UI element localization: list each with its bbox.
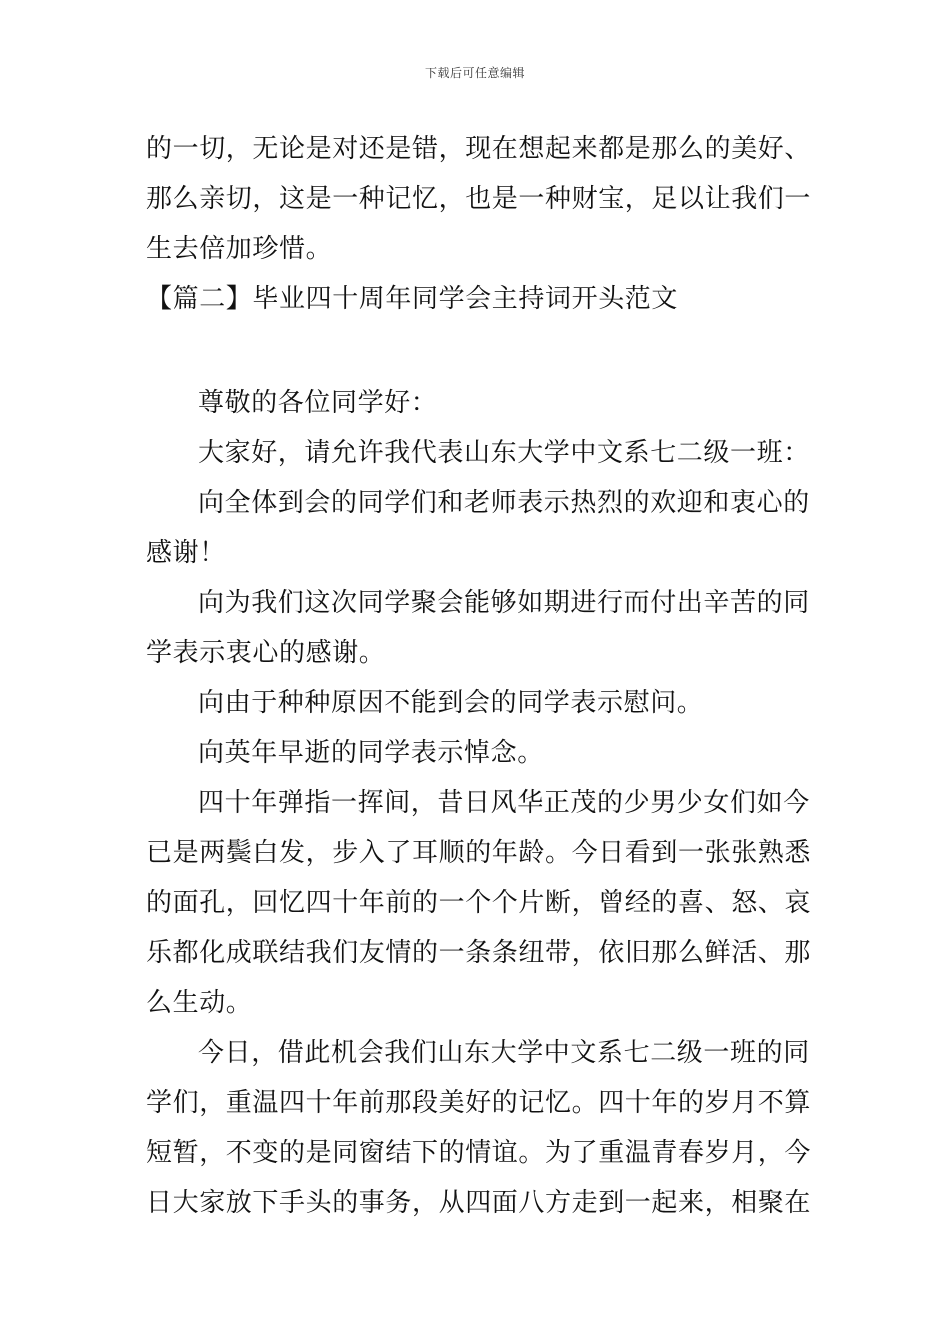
paragraph-condolence: 向由于种种原因不能到会的同学表示慰问。 (198, 688, 704, 718)
paragraph-thanks: 向为我们这次同学聚会能够如期进行而付出辛苦的同学表示衷心的感谢。 (146, 588, 810, 668)
paragraph-continuation: 的一切，无论是对还是错，现在想起来都是那么的美好、那么亲切，这是一种记忆，也是一种财宝，足以让我们一生去倍加珍惜。 (146, 134, 812, 264)
paragraph-reflection: 四十年弹指一挥间，昔日风华正茂的少男少女们如今已是两鬓白发，步入了耳顺的年龄。今日看到一张张熟悉的面孔，回忆四十年前的一个个片断，曾经的喜、怒、哀乐都化成联结我们友情的一条条纽带，依旧那么鲜活、那么生动。 (146, 788, 812, 1018)
paragraph-welcome: 向全体到会的同学们和老师表示热烈的欢迎和衷心的感谢！ (146, 488, 810, 568)
document-body (146, 124, 812, 1228)
paragraph-greeting: 尊敬的各位同学好： (198, 388, 438, 418)
paragraph-intro: 大家好，请允许我代表山东大学中文系七二级一班： (198, 438, 810, 468)
paragraph-reunion: 今日，借此机会我们山东大学中文系七二级一班的同学们，重温四十年前那段美好的记忆。四十年的岁月不算短暂，不变的是同窗结下的情谊。为了重温青春岁月，今日大家放下手头的事务，从四面八方走到一起来，相聚在 (146, 1038, 812, 1218)
section-title: 【篇二】毕业四十周年同学会主持词开头范文 (146, 284, 679, 314)
paragraph-memorial: 向英年早逝的同学表示悼念。 (198, 738, 544, 768)
page-header: 下载后可任意编辑 (424, 66, 525, 80)
